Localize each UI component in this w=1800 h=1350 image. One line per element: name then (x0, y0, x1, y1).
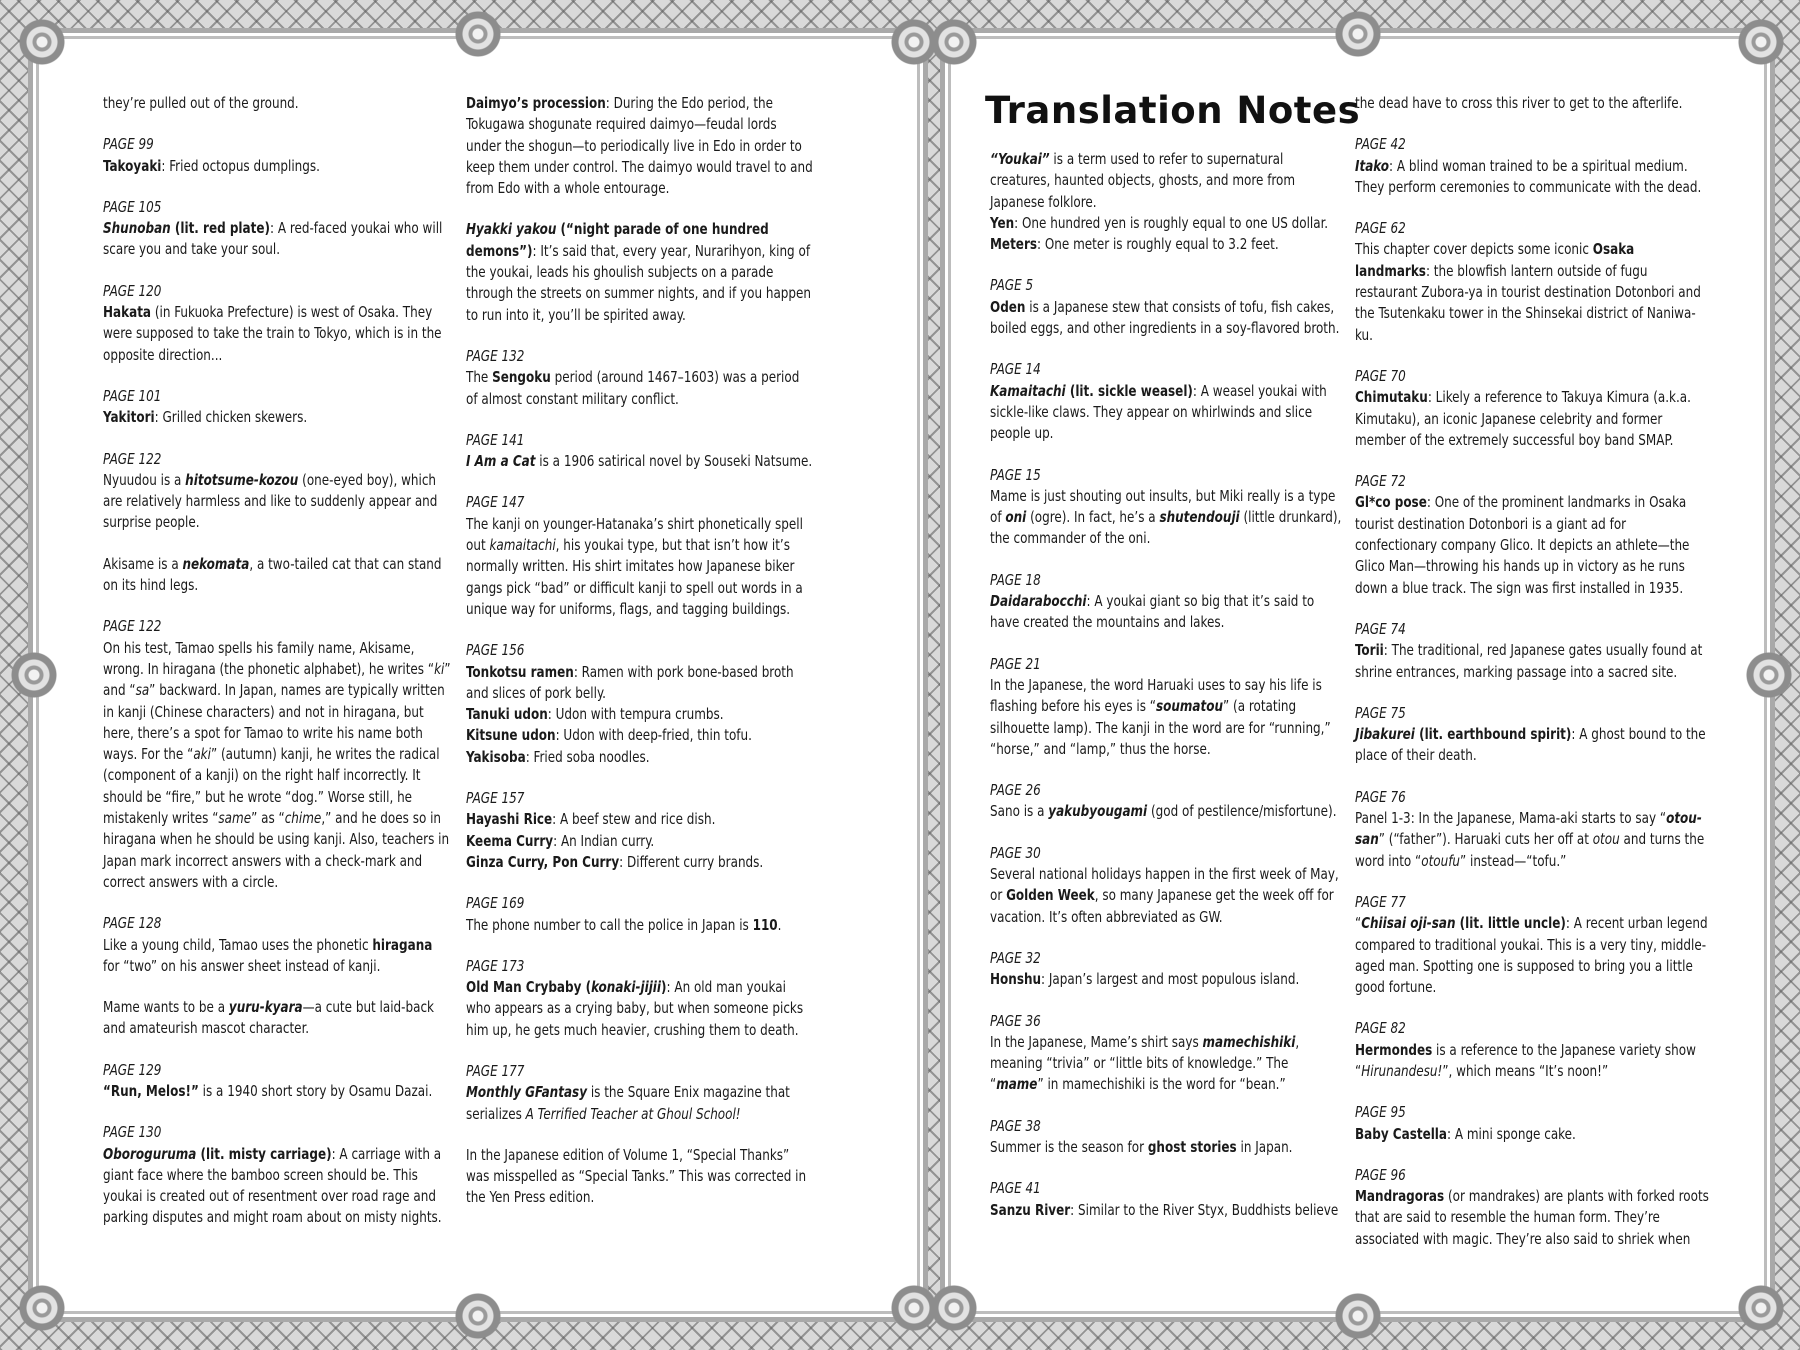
page-label: PAGE 14 (990, 360, 1041, 379)
note-term: yuru-kyara (228, 998, 303, 1017)
note-entry (990, 780, 1345, 823)
note-entry (103, 197, 451, 261)
note-text: : A recent urban legend compared to traditional youkai. This is a very tiny, middle-aged man. Spotting one is supposed to bring you a little good fortune. (1355, 914, 1708, 997)
note-text: : One meter is roughly equal to 3.2 feet. (1037, 235, 1279, 254)
page-label: PAGE 130 (103, 1123, 162, 1142)
note-text: : During the Edo period, the Tokugawa shogunate required daimyo—feudal lords under the shogun—to periodically live in Edo in order to keep them under control. The daimyo would travel to and from Edo with a whole entourage. (466, 94, 813, 198)
page-label: PAGE 15 (990, 465, 1041, 484)
note-text: Mame wants to be a (103, 998, 229, 1017)
note-text: : Udon with deep-fried, thin tofu. (555, 726, 752, 745)
note-term: Keema Curry (466, 831, 554, 850)
note-term: Torii (1355, 641, 1384, 660)
note-text: chime (284, 809, 322, 828)
note-entry (1355, 1018, 1710, 1082)
note-text: : It’s said that, every year, Nurarihyon, king of the youkai, leads his ghoulish subjects on a parade through the streets on summer nights, and if you happen to run into it, you’ll be spirited away. (466, 241, 812, 324)
note-term: Shunoban (103, 219, 171, 238)
page-label: PAGE 128 (103, 914, 162, 933)
note-text: In the Japanese, Mame’s shirt says (990, 1032, 1203, 1051)
page-label: PAGE 38 (990, 1116, 1041, 1135)
note-entry (990, 465, 1345, 550)
ornament-flower-icon (931, 19, 977, 65)
note-text: : Similar to the River Styx, Buddhists believe (1070, 1200, 1339, 1219)
note-entry (466, 956, 814, 1041)
note-text: : A beef stew and rice dish. (552, 810, 716, 829)
note-term: Yen (990, 213, 1015, 232)
note-text: (in Fukuoka Prefecture) is west of Osaka. They were supposed to take the train to Tokyo, which is in the opposite direction... (103, 303, 442, 364)
note-term: Yakisoba (466, 747, 526, 766)
note-text: aki (193, 745, 211, 764)
note-text: period (around 1467–1603) was a period of almost constant military conflict. (466, 368, 800, 408)
note-term: Monthly GFantasy (466, 1083, 588, 1102)
note-entry (990, 843, 1345, 928)
note-text: Sano is a (990, 802, 1049, 821)
note-text: in Japan. (1236, 1137, 1293, 1156)
note-entry (1355, 93, 1710, 114)
note-entry (1355, 1165, 1710, 1250)
note-term: ghost stories (1147, 1137, 1237, 1156)
note-text: is a term used to refer to supernatural creatures, haunted objects, ghosts, and more from Japanese folklore. (990, 150, 1296, 211)
page-label: PAGE 26 (990, 781, 1041, 800)
note-text: Nyuudou is a (103, 470, 186, 489)
note-text: Mame is just shouting out insults, but Miki really is a type of (990, 486, 1336, 527)
note-term: Takoyaki (103, 156, 162, 175)
note-entry (103, 1122, 451, 1228)
note-term: Hermondes (1355, 1040, 1433, 1059)
note-term: oni (1005, 508, 1027, 527)
page-label: PAGE 21 (990, 654, 1041, 673)
note-text: , meaning “trivia” or “little bits of knowledge.” The “ (990, 1032, 1300, 1094)
page-label: PAGE 101 (103, 386, 162, 405)
note-text: : A ghost bound to the place of their death. (1355, 725, 1706, 765)
note-text: Panel 1-3: In the Japanese, Mama-aki starts to say “ (1355, 809, 1667, 828)
ornament-flower-icon (1746, 652, 1792, 698)
page-label: PAGE 5 (990, 276, 1034, 295)
note-entry (990, 1116, 1345, 1159)
ornament-flower-icon (1738, 19, 1784, 65)
note-text: —a cute but laid-back and amateurish mascot character. (103, 998, 435, 1038)
note-entry (466, 93, 814, 199)
right-page (940, 28, 1775, 1322)
note-term: ) (661, 978, 667, 997)
note-text: Several national holidays happen in the first week of May, or (990, 865, 1339, 905)
note-text: ” (autumn) kanji, he writes the radical (component of a kanji) on the right half incorrectly. It should be “fire,” but he wrote “dog.” Worse still, he mistakenly writes “ (103, 745, 440, 828)
note-term: (lit. misty carriage) (196, 1144, 332, 1163)
note-text: otou (1592, 830, 1620, 849)
note-term: Baby Castella (1355, 1124, 1448, 1143)
note-text: ,” and he does so in hiragana when he should be using kanji. Also, teachers in Japan mark incorrect answers with a check-mark and correct answers with a circle. (103, 809, 450, 891)
page-label: PAGE 62 (1355, 219, 1406, 238)
note-term: Honshu (990, 970, 1042, 989)
note-text: : A red-faced youkai who will scare you and take your soul. (103, 219, 443, 259)
note-entry (1355, 134, 1710, 198)
note-term: nekomata (182, 554, 250, 573)
note-text: : A weasel youkai with sickle-like claws. They appear on whirlwinds and slice people up. (990, 381, 1327, 443)
page-label: PAGE 76 (1355, 787, 1406, 806)
note-text: : Udon with tempura crumbs. (547, 705, 724, 724)
note-text: : An Indian curry. (553, 831, 655, 850)
ornament-flower-icon (1738, 1285, 1784, 1331)
page-label: PAGE 177 (466, 1061, 525, 1080)
page-label: PAGE 41 (990, 1179, 1041, 1198)
note-term: Old Man Crybaby ( (466, 978, 592, 997)
notes-column-3 (990, 149, 1345, 1241)
note-term: Ginza Curry, Pon Curry (466, 852, 620, 871)
note-term: Yakitori (103, 408, 155, 427)
note-text: : Grilled chicken skewers. (154, 408, 308, 427)
note-text: On his test, Tamao spells his family name, Akisame, wrong. In hiragana (the phonetic alphabet), he writes “ (103, 638, 435, 678)
note-text: is a 1906 satirical novel by Souseki Natsume. (535, 452, 813, 471)
note-term: Hakata (103, 303, 152, 322)
note-term: Chimutaku (1355, 388, 1428, 407)
note-term: Sengoku (492, 368, 551, 387)
note-text: is a reference to the Japanese variety show “ (1355, 1040, 1696, 1080)
note-text: Akisame is a (103, 554, 183, 573)
note-text: ” (“father”). Haruaki cuts her off at (1378, 830, 1593, 849)
page-label: PAGE 32 (990, 948, 1041, 967)
note-text: Like a young child, Tamao uses the phonetic (103, 935, 373, 954)
page-label: PAGE 72 (1355, 472, 1406, 491)
note-entry (103, 281, 451, 366)
note-term: Meters (990, 235, 1038, 254)
note-term: 110 (752, 915, 778, 934)
note-term: Sanzu River (990, 1200, 1071, 1219)
note-term: Tanuki udon (466, 705, 548, 724)
note-term: otou-san (1355, 809, 1702, 849)
note-text: : the blowfish lantern outside of fugu restaurant Zubora-ya in tourist destination Dotonbori and the Tsutenkaku tower in the Shinsekai district of Naniwa-ku. (1355, 261, 1701, 344)
note-text: : The traditional, red Japanese gates usually found at shrine entrances, marking passage into a sacred site. (1355, 641, 1703, 681)
note-text: , so many Japanese get the week off for vacation. It’s often abbreviated as GW. (990, 886, 1334, 926)
note-entry (103, 134, 451, 177)
note-entry (1355, 703, 1710, 767)
note-text: is the Square Enix magazine that serializes (466, 1083, 790, 1123)
page-label: PAGE 77 (1355, 892, 1406, 911)
note-text: (ogre). In fact, he’s a (1026, 508, 1160, 527)
notes-column-1 (103, 93, 451, 1249)
note-term: Golden Week (1006, 886, 1095, 905)
note-entry (103, 913, 451, 977)
note-text: The phone number to call the police in Japan is (466, 915, 753, 934)
note-entry (103, 93, 451, 114)
note-entry (103, 386, 451, 429)
page-title: Translation Notes (985, 89, 1361, 132)
note-text: sa (135, 681, 150, 700)
note-text: ” (a rotating silhouette lamp). The kanji in the word are for “running,” “horse,” and “lamp,” thus the horse. (990, 697, 1331, 758)
note-text: A Terrified Teacher at Ghoul School! (525, 1104, 741, 1123)
note-entry (1355, 471, 1710, 599)
page-label: PAGE 42 (1355, 135, 1406, 154)
note-term: Kamaitachi (990, 381, 1066, 400)
note-term: mame (996, 1075, 1038, 1094)
note-text: : Fried soba noodles. (525, 747, 650, 766)
note-entry (466, 1061, 814, 1125)
note-entry (466, 893, 814, 936)
note-term: mamechishiki (1202, 1032, 1296, 1051)
note-text: ” and “ (103, 659, 451, 700)
note-term: soumatou (1155, 697, 1224, 716)
note-text: otoufu (1421, 851, 1461, 870)
note-text: : One of the prominent landmarks in Osaka tourist destination Dotonbori is a giant ad for confectionary company Glico. It depicts an athlete—the Glico Man—throwing his hands up in victory as he runs down a blue track. The sign was first installed in 1935. (1355, 493, 1690, 597)
note-entry (990, 359, 1345, 444)
note-term: “Run, Melos!” (103, 1081, 199, 1100)
note-entry (466, 346, 814, 410)
page-label: PAGE 70 (1355, 366, 1406, 385)
note-text: (one-eyed boy), which are relatively harmless and like to suddenly appear and surprise people. (103, 470, 438, 532)
page-label: PAGE 30 (990, 843, 1041, 862)
note-text: : Likely a reference to Takuya Kimura (a.k.a. Kimutaku), an iconic Japanese celebrity and former member of the extremely successful boy band SMAP. (1355, 388, 1691, 449)
note-text: ”, which means “It’s noon!” (1442, 1061, 1609, 1080)
note-term: Daidarabocchi (990, 592, 1087, 611)
note-term: Itako (1355, 156, 1390, 175)
ornament-flower-icon (11, 652, 57, 698)
note-term: Jibakurei (1355, 725, 1415, 744)
note-text: In the Japanese, the word Haruaki uses to say his life is flashing before his eyes is “ (990, 675, 1322, 716)
note-entry (990, 654, 1345, 760)
note-text: The (466, 368, 493, 387)
note-entry (990, 1011, 1345, 1096)
note-entry (990, 275, 1345, 339)
page-label: PAGE 36 (990, 1011, 1041, 1030)
left-page (28, 28, 928, 1322)
note-entry (1355, 619, 1710, 683)
note-text: : Japan’s largest and most populous island. (1041, 970, 1300, 989)
ornament-flower-icon (19, 1285, 65, 1331)
note-text: : One hundred yen is roughly equal to one US dollar. (1014, 213, 1329, 232)
page-label: PAGE 120 (103, 281, 162, 300)
note-text: (or mandrakes) are plants with forked roots that are said to resemble the human form. They’re associated with magic. They’re also said to shriek when (1355, 1187, 1709, 1248)
note-entry (103, 997, 451, 1040)
note-text: : An old man youkai who appears as a crying baby, but when someone picks him up, he gets much heavier, crushing them to death. (466, 978, 804, 1039)
note-term: Mandragoras (1355, 1187, 1445, 1206)
page-label: PAGE 132 (466, 346, 525, 365)
note-text: (little drunkard), the commander of the oni. (990, 508, 1342, 548)
page-label: PAGE 82 (1355, 1019, 1406, 1038)
note-term: hiragana (372, 935, 433, 954)
note-entry (466, 788, 814, 873)
note-term: (lit. red plate) (170, 219, 270, 238)
note-text: In the Japanese edition of Volume 1, “Special Thanks” was misspelled as “Special Tanks.” This was corrected in the Yen Press edition. (466, 1145, 807, 1207)
note-entry (1355, 1102, 1710, 1145)
note-entry (466, 640, 814, 768)
note-term: Gl*co pose (1355, 493, 1427, 512)
note-text: : A youkai giant so big that it’s said to have created the mountains and lakes. (990, 592, 1315, 632)
note-text: : A carriage with a giant face where the bamboo screen should be. This youkai is created out of resentment over road rage and parking disputes and might roam about on misty nights. (103, 1144, 442, 1227)
note-entry (990, 570, 1345, 634)
note-entry (466, 492, 814, 620)
note-entry (1355, 787, 1710, 872)
note-text: kamaitachi (489, 536, 556, 555)
note-entry (990, 948, 1345, 991)
note-text: is a 1940 short story by Osamu Dazai. (198, 1081, 433, 1100)
note-term: Kitsune udon (466, 726, 556, 745)
note-text: ki (434, 659, 445, 678)
note-term: Tonkotsu ramen (466, 662, 574, 681)
note-entry (103, 554, 451, 597)
page-label: PAGE 75 (1355, 703, 1406, 722)
note-entry (466, 219, 814, 325)
note-text: same (218, 809, 252, 828)
note-text: ” backward. In Japan, names are typically written in kanji (Chinese characters) and not in hiragana, but here, there’s a spot for Tamao to write his name both ways. For the “ (103, 681, 445, 764)
note-term: I Am a Cat (466, 452, 536, 471)
note-text: , a two-tailed cat that can stand on its hind legs. (103, 554, 442, 595)
ornament-flower-icon (455, 11, 501, 57)
note-term: Daimyo’s procession (466, 94, 606, 112)
note-text: they’re pulled out of the ground. (103, 94, 299, 112)
note-entry (1355, 892, 1710, 998)
ornament-flower-icon (19, 19, 65, 65)
page-label: PAGE 129 (103, 1060, 162, 1079)
note-entry (1355, 218, 1710, 346)
ornament-flower-icon (1335, 1293, 1381, 1339)
note-text: The kanji on younger-Hatanaka’s shirt phonetically spell out (466, 514, 803, 555)
page-label: PAGE 156 (466, 641, 525, 660)
note-entry (990, 1178, 1345, 1221)
note-term: “Youkai” (990, 150, 1050, 168)
page-label: PAGE 95 (1355, 1103, 1406, 1122)
page-label: PAGE 99 (103, 135, 154, 154)
page-label: PAGE 122 (103, 449, 162, 468)
note-term: (lit. earthbound spirit) (1414, 725, 1572, 744)
note-text: Summer is the season for (990, 1137, 1148, 1156)
note-term: shutendouji (1159, 508, 1240, 527)
note-text: ” instead—“tofu.” (1460, 851, 1567, 870)
note-term: Oden (990, 297, 1026, 316)
note-term: Chiisai oji-san (1361, 914, 1456, 933)
note-text: : A mini sponge cake. (1447, 1124, 1576, 1143)
note-text: is a Japanese stew that consists of tofu, fish cakes, boiled eggs, and other ingredients in a soy-flavored broth. (990, 297, 1340, 338)
note-text: ” in mamechishiki is the word for “bean.” (1037, 1075, 1286, 1094)
note-text: : Different curry brands. (619, 852, 764, 871)
note-text: “ (1355, 914, 1362, 933)
note-term: Osaka landmarks (1355, 240, 1635, 280)
note-term: Oboroguruma (103, 1144, 197, 1163)
note-text: Hirunandesu! (1361, 1061, 1443, 1080)
page-label: PAGE 147 (466, 493, 525, 512)
page-label: PAGE 96 (1355, 1165, 1406, 1184)
note-entry (103, 449, 451, 534)
note-entry (990, 149, 1345, 255)
note-text: the dead have to cross this river to get to the afterlife. (1355, 94, 1683, 112)
note-entry (103, 616, 451, 893)
note-text: : Fried octopus dumplings. (161, 156, 320, 175)
note-entry (103, 1060, 451, 1103)
ornament-flower-icon (455, 1293, 501, 1339)
note-term: hitotsume-kozou (185, 470, 299, 489)
note-text: for “two” on his answer sheet instead of kanji. (103, 956, 381, 975)
note-term: (lit. little uncle) (1455, 914, 1566, 933)
note-term: konaki-jijii (591, 978, 662, 997)
note-text: , his youkai type, but that isn’t how it’s normally written. His shirt imitates how Japanese biker gangs pick “bad” or difficult kanji to spell out words in a unique way for uniforms, flags, and tagging buildings. (466, 536, 803, 618)
note-text: . (777, 915, 782, 934)
note-text: and turns the word into “ (1355, 830, 1705, 870)
notes-column-4 (1355, 93, 1710, 1270)
note-term: Hayashi Rice (466, 810, 553, 829)
page-label: PAGE 141 (466, 430, 525, 449)
page-label: PAGE 18 (990, 570, 1041, 589)
note-term: (lit. sickle weasel) (1065, 381, 1193, 400)
page-label: PAGE 74 (1355, 619, 1406, 638)
notes-column-2 (466, 93, 814, 1229)
note-entry (466, 430, 814, 473)
note-text: This chapter cover depicts some iconic (1355, 240, 1593, 259)
ornament-flower-icon (1335, 11, 1381, 57)
note-text: (god of pestilence/misfortune). (1147, 802, 1337, 821)
page-label: PAGE 173 (466, 956, 525, 975)
note-term: yakubyougami (1048, 802, 1148, 821)
page-label: PAGE 122 (103, 617, 162, 636)
note-entry (466, 1145, 814, 1209)
page-label: PAGE 157 (466, 789, 525, 808)
note-text: : A blind woman trained to be a spiritual medium. They perform ceremonies to communicate with the dead. (1355, 156, 1702, 196)
note-text: : Ramen with pork bone-based broth and slices of pork belly. (466, 662, 794, 702)
ornament-flower-icon (931, 1285, 977, 1331)
note-entry (1355, 366, 1710, 451)
note-text: ” as “ (251, 809, 285, 828)
note-term: Hyakki yakou (466, 220, 557, 239)
note-term: (“night parade of one hundred demons”) (466, 220, 769, 260)
page-label: PAGE 169 (466, 894, 525, 913)
page-label: PAGE 105 (103, 197, 162, 216)
